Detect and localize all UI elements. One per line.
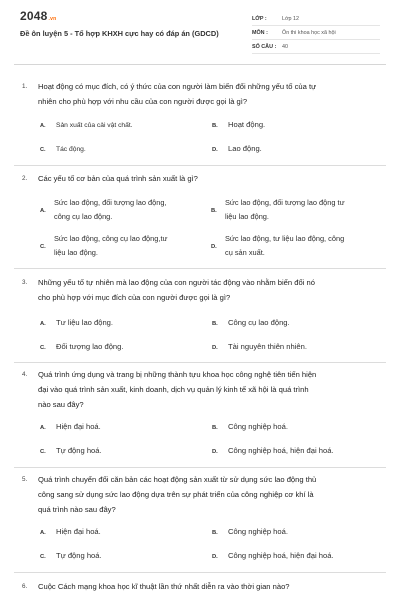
answer-option-a[interactable] bbox=[40, 119, 133, 133]
question-divider bbox=[14, 165, 386, 166]
option-letter: C. bbox=[40, 345, 46, 351]
option-text: Công nghiệp hoá, hiện đại hoá. bbox=[228, 446, 334, 455]
site-logo[interactable] bbox=[20, 9, 56, 23]
question-text bbox=[38, 171, 385, 186]
answer-option-d[interactable] bbox=[212, 144, 262, 153]
option-text: Tư liệu lao động. bbox=[56, 318, 114, 327]
option-text: Hoạt động. bbox=[228, 120, 266, 129]
question-line: công sang sử dụng sức lao động dựa trên sự phát triển của công nghiệp cơ khí là bbox=[38, 490, 314, 499]
option-letter: A. bbox=[40, 123, 46, 129]
question-text bbox=[38, 579, 385, 594]
option-text: Đối tượng lao động. bbox=[56, 342, 124, 351]
answer-option-c[interactable] bbox=[40, 143, 86, 157]
option-letter: A. bbox=[40, 425, 46, 431]
option-line: liệu lao động. bbox=[54, 248, 98, 257]
option-letter: C. bbox=[40, 554, 46, 560]
option-line: Sức lao động, tư liệu lao động, công bbox=[225, 234, 345, 243]
option-letter: B. bbox=[212, 530, 218, 536]
question-number: 3. bbox=[22, 279, 28, 286]
answer-option-d[interactable] bbox=[212, 551, 334, 560]
question-number: 5. bbox=[22, 476, 28, 483]
option-letter: D. bbox=[212, 449, 218, 455]
answer-option-c[interactable] bbox=[40, 551, 102, 560]
option-letter: B. bbox=[212, 321, 218, 327]
document-header bbox=[0, 0, 400, 62]
brand-tld: .vn bbox=[48, 16, 57, 22]
document-title: Đề ôn luyện 5 - Tổ hợp KHXH cực hay có đáp án (GDCD) bbox=[20, 29, 219, 38]
option-line: Sức lao động, công cụ lao động,tư bbox=[54, 234, 168, 243]
meta-key: SỐ CÂU : bbox=[252, 43, 277, 50]
meta-key: MÔN : bbox=[252, 29, 268, 36]
answer-option-c[interactable] bbox=[40, 232, 205, 260]
meta-row-count bbox=[252, 40, 380, 54]
meta-row-class bbox=[252, 12, 380, 26]
answer-option-b[interactable] bbox=[212, 422, 288, 431]
question-text bbox=[38, 367, 385, 412]
option-line: Sức lao động, đối tượng lao động tư bbox=[225, 198, 345, 207]
answer-option-d[interactable] bbox=[212, 342, 307, 351]
header-divider bbox=[14, 64, 386, 65]
option-letter: C. bbox=[40, 147, 46, 153]
option-text: Tác động. bbox=[56, 146, 86, 153]
option-letter: B. bbox=[211, 208, 217, 214]
question-number: 2. bbox=[22, 175, 28, 182]
option-text: Lao động. bbox=[228, 144, 262, 153]
answer-option-d[interactable] bbox=[212, 446, 334, 455]
option-text: Hiện đại hoá. bbox=[56, 527, 101, 536]
question-line: Quá trình chuyển đổi căn bản các hoạt động sản xuất từ sử dụng sức lao động thủ bbox=[38, 475, 317, 484]
question-line: đại vào quá trình sản xuất, kinh doanh, dịch vụ quản lý kinh tế xã hội là quá trình bbox=[38, 385, 309, 394]
question-line: Các yếu tố cơ bản của quá trình sản xuất là gì? bbox=[38, 174, 198, 183]
brand-name: 2048 bbox=[20, 9, 48, 23]
question-divider bbox=[14, 467, 386, 468]
document-meta bbox=[252, 12, 380, 54]
meta-key: LỚP : bbox=[252, 15, 267, 22]
question-text bbox=[38, 472, 385, 517]
question-number: 6. bbox=[22, 583, 28, 590]
option-text: Tài nguyên thiên nhiên. bbox=[228, 342, 307, 351]
question-text bbox=[38, 275, 385, 305]
answer-option-d[interactable] bbox=[211, 232, 386, 260]
question-line: cho phù hợp với mục đích của con người được gọi là gì? bbox=[38, 293, 231, 302]
question-number: 4. bbox=[22, 371, 28, 378]
question-line: nhiên cho phù hợp với nhu cầu của con người được gọi là gì? bbox=[38, 97, 248, 106]
option-line: Sức lao động, đối tượng lao động, bbox=[54, 198, 167, 207]
answer-option-a[interactable] bbox=[40, 318, 113, 327]
question-line: Quá trình ứng dụng và trang bị những thành tựu khoa học công nghệ tiên tiến hiện bbox=[38, 370, 317, 379]
question-divider bbox=[14, 362, 386, 363]
answer-option-c[interactable] bbox=[40, 342, 123, 351]
option-letter: C. bbox=[40, 449, 46, 455]
option-text: Công nghiệp hoá, hiện đại hoá. bbox=[228, 551, 334, 560]
answer-option-a[interactable] bbox=[40, 196, 205, 224]
question-line: nào sau đây? bbox=[38, 400, 84, 409]
question-number: 1. bbox=[22, 83, 28, 90]
answer-option-b[interactable] bbox=[211, 196, 386, 224]
answer-option-a[interactable] bbox=[40, 422, 101, 431]
option-text: Công nghiệp hoá. bbox=[228, 422, 288, 431]
question-line: Những yếu tố tự nhiên mà lao động của con người tác động vào nhằm biến đổi nó bbox=[38, 278, 315, 287]
question-line: quá trình nào sau đây? bbox=[38, 505, 116, 514]
meta-value: Ôn thi khoa học xã hội bbox=[282, 29, 336, 36]
option-letter: D. bbox=[211, 244, 217, 250]
option-letter: D. bbox=[212, 345, 218, 351]
option-letter: A. bbox=[40, 208, 46, 214]
answer-option-c[interactable] bbox=[40, 446, 102, 455]
option-letter: D. bbox=[212, 147, 218, 153]
meta-value: Lớp 12 bbox=[282, 15, 300, 22]
option-letter: A. bbox=[40, 530, 46, 536]
option-letter: B. bbox=[212, 425, 218, 431]
option-letter: B. bbox=[212, 123, 218, 129]
option-letter: A. bbox=[40, 321, 46, 327]
question-divider bbox=[14, 572, 386, 573]
meta-value: 40 bbox=[282, 43, 288, 50]
answer-option-b[interactable] bbox=[212, 120, 265, 129]
question-line: Cuộc Cách mạng khoa học kĩ thuật lần thứ nhất diễn ra vào thời gian nào? bbox=[38, 582, 290, 591]
meta-row-subject bbox=[252, 26, 380, 40]
option-text: Sản xuất của cải vật chất. bbox=[56, 122, 133, 129]
option-line: công cụ lao động. bbox=[54, 212, 113, 221]
option-text: Công cụ lao động. bbox=[228, 318, 290, 327]
option-text: Tự động hoá. bbox=[56, 551, 102, 560]
option-text: Hiện đại hoá. bbox=[56, 422, 101, 431]
answer-option-b[interactable] bbox=[212, 527, 288, 536]
option-letter: C. bbox=[40, 244, 46, 250]
option-line: cụ sản xuất. bbox=[225, 248, 265, 257]
question-text bbox=[38, 79, 385, 109]
option-text: Công nghiệp hoá. bbox=[228, 527, 288, 536]
option-letter: D. bbox=[212, 554, 218, 560]
question-divider bbox=[14, 268, 386, 269]
answer-option-b[interactable] bbox=[212, 318, 290, 327]
answer-option-a[interactable] bbox=[40, 527, 101, 536]
option-line: liệu lao động. bbox=[225, 212, 269, 221]
question-line: Hoạt động có mục đích, có ý thức của con người làm biến đổi những yếu tố của tự bbox=[38, 82, 317, 91]
option-text: Tự động hoá. bbox=[56, 446, 102, 455]
